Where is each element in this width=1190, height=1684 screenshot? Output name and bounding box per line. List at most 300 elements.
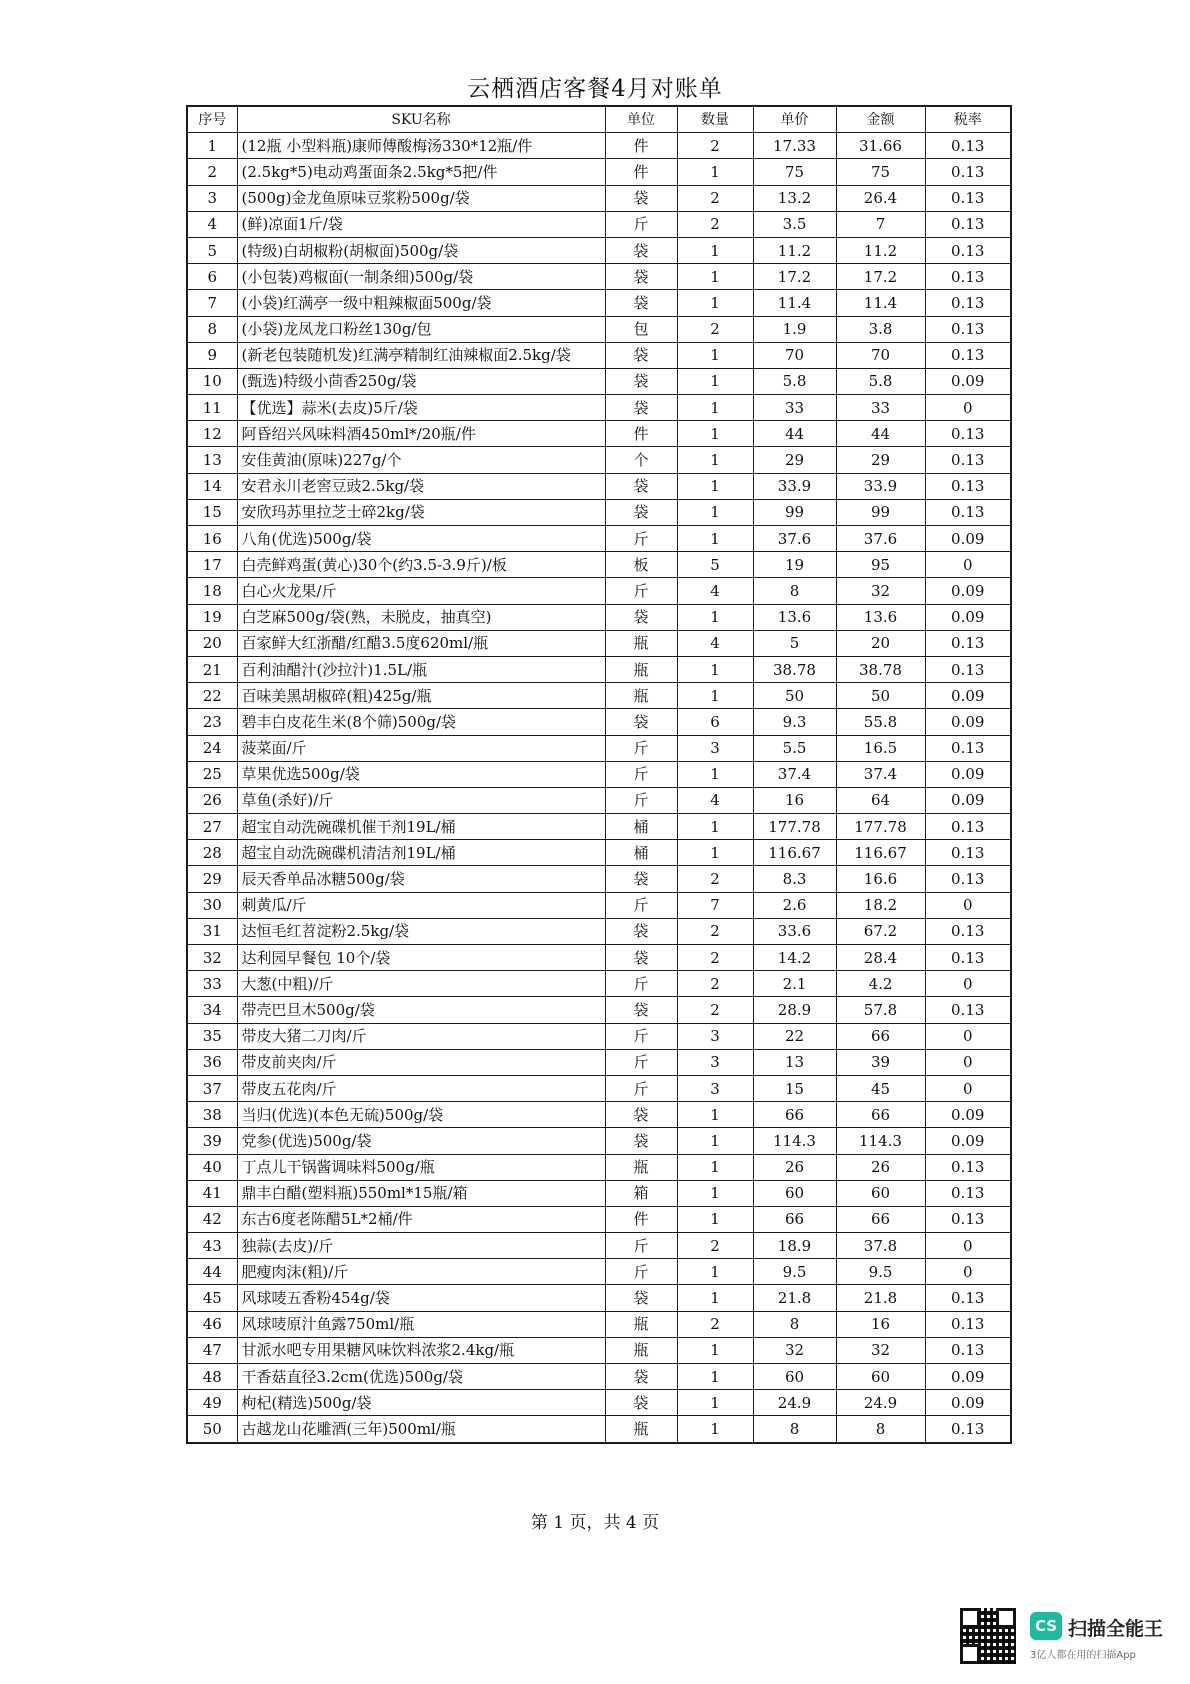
cell-sku-name: 辰天香单品冰糖500g/袋: [237, 866, 605, 892]
cell-quantity: 3: [677, 1023, 753, 1049]
cell-amount: 16: [836, 1311, 925, 1337]
cell-amount: 55.8: [836, 709, 925, 735]
cell-quantity: 1: [677, 342, 753, 368]
cell-unit: 袋: [605, 997, 677, 1023]
cell-amount: 60: [836, 1180, 925, 1206]
cell-quantity: 1: [677, 840, 753, 866]
cell-unit: 袋: [605, 918, 677, 944]
table-row: [187, 1075, 1011, 1101]
cell-tax-rate: 0.13: [925, 918, 1011, 944]
cell-unit-price: 9.5: [753, 1259, 836, 1285]
cell-tax-rate: 0.13: [925, 1416, 1011, 1443]
cell-index: 8: [187, 316, 237, 342]
cell-tax-rate: 0.13: [925, 421, 1011, 447]
cell-unit-price: 60: [753, 1180, 836, 1206]
table-row: [187, 1285, 1011, 1311]
cell-sku-name: 阿昏绍兴风味料酒450ml*/20瓶/件: [237, 421, 605, 447]
cell-unit: 瓶: [605, 1337, 677, 1363]
cell-unit-price: 75: [753, 159, 836, 185]
table-row: [187, 1180, 1011, 1206]
cell-amount: 7: [836, 211, 925, 237]
cell-sku-name: 肥瘦肉沫(粗)/斤: [237, 1259, 605, 1285]
table-row: [187, 1154, 1011, 1180]
cell-quantity: 1: [677, 1285, 753, 1311]
cell-index: 24: [187, 735, 237, 761]
cell-quantity: 1: [677, 656, 753, 682]
cell-unit-price: 13.6: [753, 604, 836, 630]
cell-tax-rate: 0: [925, 971, 1011, 997]
cell-sku-name: 带壳巴旦木500g/袋: [237, 997, 605, 1023]
cell-unit: 袋: [605, 866, 677, 892]
cell-quantity: 1: [677, 1154, 753, 1180]
cell-unit-price: 2.6: [753, 892, 836, 918]
cell-tax-rate: 0.09: [925, 1128, 1011, 1154]
cell-unit: 斤: [605, 1049, 677, 1075]
cell-index: 9: [187, 342, 237, 368]
cell-index: 46: [187, 1311, 237, 1337]
cell-unit: 袋: [605, 1390, 677, 1416]
cell-index: 35: [187, 1023, 237, 1049]
cell-quantity: 2: [677, 185, 753, 211]
cell-unit: 斤: [605, 1259, 677, 1285]
cell-unit: 袋: [605, 395, 677, 421]
cell-sku-name: (小包装)鸡椒面(一制条细)500g/袋: [237, 264, 605, 290]
cell-sku-name: 干香菇直径3.2cm(优选)500g/袋: [237, 1364, 605, 1390]
cell-quantity: 2: [677, 1311, 753, 1337]
table-row: [187, 159, 1011, 185]
qr-code-icon: [960, 1608, 1016, 1664]
cell-quantity: 1: [677, 264, 753, 290]
cell-amount: 66: [836, 1023, 925, 1049]
scanner-app-name: 扫描全能王: [1068, 1618, 1164, 1640]
cell-sku-name: (新老包装随机发)红满亭精制红油辣椒面2.5kg/袋: [237, 342, 605, 368]
cell-index: 23: [187, 709, 237, 735]
cell-unit-price: 26: [753, 1154, 836, 1180]
table-row: [187, 892, 1011, 918]
table-row: [187, 1023, 1011, 1049]
cell-sku-name: 当归(优选)(本色无硫)500g/袋: [237, 1102, 605, 1128]
cell-quantity: 1: [677, 814, 753, 840]
cell-index: 20: [187, 630, 237, 656]
cell-tax-rate: 0.13: [925, 447, 1011, 473]
table-row: [187, 1259, 1011, 1285]
cell-quantity: 2: [677, 316, 753, 342]
cell-unit: 瓶: [605, 1416, 677, 1443]
cell-unit: 斤: [605, 1233, 677, 1259]
cell-unit: 斤: [605, 971, 677, 997]
cell-index: 47: [187, 1337, 237, 1363]
table-row: [187, 709, 1011, 735]
cell-tax-rate: 0: [925, 1075, 1011, 1101]
cell-amount: 5.8: [836, 368, 925, 394]
cell-sku-name: 碧丰白皮花生米(8个筛)500g/袋: [237, 709, 605, 735]
cell-amount: 9.5: [836, 1259, 925, 1285]
cell-quantity: 5: [677, 552, 753, 578]
cell-index: 30: [187, 892, 237, 918]
cell-sku-name: 白心火龙果/斤: [237, 578, 605, 604]
table-row: [187, 526, 1011, 552]
cell-index: 21: [187, 656, 237, 682]
cell-amount: 37.8: [836, 1233, 925, 1259]
cell-index: 37: [187, 1075, 237, 1101]
cell-unit-price: 8.3: [753, 866, 836, 892]
table-row: [187, 1416, 1011, 1443]
cell-tax-rate: 0.13: [925, 1311, 1011, 1337]
table-row: [187, 264, 1011, 290]
cell-amount: 8: [836, 1416, 925, 1443]
cell-unit-price: 33.6: [753, 918, 836, 944]
cell-quantity: 1: [677, 159, 753, 185]
cell-unit-price: 13: [753, 1049, 836, 1075]
cell-sku-name: (甄选)特级小茴香250g/袋: [237, 368, 605, 394]
cell-sku-name: 菠菜面/斤: [237, 735, 605, 761]
cell-amount: 29: [836, 447, 925, 473]
cell-amount: 60: [836, 1364, 925, 1390]
cell-amount: 21.8: [836, 1285, 925, 1311]
cell-tax-rate: 0.13: [925, 814, 1011, 840]
cell-sku-name: 独蒜(去皮)/斤: [237, 1233, 605, 1259]
cell-amount: 66: [836, 1206, 925, 1232]
cell-tax-rate: 0.13: [925, 290, 1011, 316]
cell-index: 48: [187, 1364, 237, 1390]
cell-index: 6: [187, 264, 237, 290]
cell-amount: 66: [836, 1102, 925, 1128]
cell-sku-name: 安欣玛苏里拉芝士碎2kg/袋: [237, 499, 605, 525]
cell-sku-name: 白壳鲜鸡蛋(黄心)30个(约3.5-3.9斤)/板: [237, 552, 605, 578]
cell-sku-name: 风球唛五香粉454g/袋: [237, 1285, 605, 1311]
cell-tax-rate: 0.13: [925, 866, 1011, 892]
cell-quantity: 1: [677, 473, 753, 499]
cell-unit: 袋: [605, 473, 677, 499]
cell-quantity: 1: [677, 1390, 753, 1416]
col-header-tax-rate: 税率: [925, 106, 1011, 133]
cell-amount: 28.4: [836, 945, 925, 971]
cell-sku-name: 白芝麻500g/袋(熟，未脱皮，抽真空): [237, 604, 605, 630]
cell-tax-rate: 0.13: [925, 185, 1011, 211]
cell-unit-price: 32: [753, 1337, 836, 1363]
cell-tax-rate: 0.13: [925, 1154, 1011, 1180]
cell-amount: 11.2: [836, 237, 925, 263]
cell-tax-rate: 0.09: [925, 1102, 1011, 1128]
cell-index: 7: [187, 290, 237, 316]
cell-sku-name: (2.5kg*5)电动鸡蛋面条2.5kg*5把/件: [237, 159, 605, 185]
table-row: [187, 316, 1011, 342]
table-row: [187, 1049, 1011, 1075]
cell-unit-price: 33: [753, 395, 836, 421]
cell-tax-rate: 0: [925, 892, 1011, 918]
cell-unit-price: 66: [753, 1206, 836, 1232]
cell-quantity: 1: [677, 1416, 753, 1443]
table-row: [187, 918, 1011, 944]
cell-unit: 包: [605, 316, 677, 342]
cell-amount: 16.5: [836, 735, 925, 761]
table-row: [187, 604, 1011, 630]
cell-index: 29: [187, 866, 237, 892]
col-header-unit-price: 单价: [753, 106, 836, 133]
cell-unit-price: 37.6: [753, 526, 836, 552]
cell-unit-price: 5.8: [753, 368, 836, 394]
cell-unit-price: 14.2: [753, 945, 836, 971]
table-row: [187, 185, 1011, 211]
cell-unit-price: 17.33: [753, 133, 836, 159]
table-row: [187, 552, 1011, 578]
cell-unit: 件: [605, 421, 677, 447]
cell-amount: 11.4: [836, 290, 925, 316]
cell-unit-price: 29: [753, 447, 836, 473]
cell-unit: 箱: [605, 1180, 677, 1206]
cell-tax-rate: 0: [925, 395, 1011, 421]
cell-sku-name: (小袋)红满亭一级中粗辣椒面500g/袋: [237, 290, 605, 316]
cell-quantity: 1: [677, 1337, 753, 1363]
cell-index: 16: [187, 526, 237, 552]
cell-index: 17: [187, 552, 237, 578]
cell-tax-rate: 0.13: [925, 1337, 1011, 1363]
cell-quantity: 1: [677, 447, 753, 473]
cell-tax-rate: 0.13: [925, 499, 1011, 525]
cell-sku-name: 达利园早餐包 10个/袋: [237, 945, 605, 971]
cell-quantity: 4: [677, 578, 753, 604]
cell-tax-rate: 0.13: [925, 211, 1011, 237]
cell-tax-rate: 0.09: [925, 787, 1011, 813]
cell-unit: 瓶: [605, 630, 677, 656]
cell-unit-price: 9.3: [753, 709, 836, 735]
cell-quantity: 2: [677, 211, 753, 237]
scanner-tagline: 3亿人都在用的扫描App: [1030, 1650, 1136, 1661]
col-header-amount: 金额: [836, 106, 925, 133]
cell-sku-name: 达恒毛红苕淀粉2.5kg/袋: [237, 918, 605, 944]
cell-quantity: 3: [677, 1049, 753, 1075]
col-header-unit: 单位: [605, 106, 677, 133]
cell-tax-rate: 0.13: [925, 342, 1011, 368]
table-row: [187, 473, 1011, 499]
cell-quantity: 1: [677, 1206, 753, 1232]
cell-unit-price: 21.8: [753, 1285, 836, 1311]
cell-quantity: 2: [677, 1233, 753, 1259]
table-row: [187, 630, 1011, 656]
cell-unit: 袋: [605, 1364, 677, 1390]
scanner-watermark: [960, 1608, 1164, 1678]
table-row: [187, 971, 1011, 997]
cell-quantity: 1: [677, 1180, 753, 1206]
cell-tax-rate: 0.09: [925, 761, 1011, 787]
cell-quantity: 2: [677, 971, 753, 997]
cell-unit-price: 66: [753, 1102, 836, 1128]
cell-unit-price: 37.4: [753, 761, 836, 787]
cell-amount: 20: [836, 630, 925, 656]
cell-quantity: 2: [677, 866, 753, 892]
cell-index: 42: [187, 1206, 237, 1232]
cell-index: 26: [187, 787, 237, 813]
cell-index: 49: [187, 1390, 237, 1416]
cell-quantity: 1: [677, 290, 753, 316]
cell-tax-rate: 0.13: [925, 316, 1011, 342]
table-row: [187, 211, 1011, 237]
cell-amount: 38.78: [836, 656, 925, 682]
cell-unit: 袋: [605, 945, 677, 971]
cell-quantity: 1: [677, 761, 753, 787]
cell-index: 38: [187, 1102, 237, 1128]
cell-index: 19: [187, 604, 237, 630]
cell-unit: 斤: [605, 578, 677, 604]
cell-unit-price: 3.5: [753, 211, 836, 237]
cell-unit-price: 8: [753, 1311, 836, 1337]
cell-unit: 斤: [605, 735, 677, 761]
cell-unit: 个: [605, 447, 677, 473]
cell-unit-price: 33.9: [753, 473, 836, 499]
cell-unit-price: 19: [753, 552, 836, 578]
cell-amount: 13.6: [836, 604, 925, 630]
cell-unit: 件: [605, 133, 677, 159]
table-row: [187, 814, 1011, 840]
table-row: [187, 787, 1011, 813]
cell-index: 28: [187, 840, 237, 866]
cell-amount: 16.6: [836, 866, 925, 892]
cell-tax-rate: 0.13: [925, 264, 1011, 290]
cell-tax-rate: 0.13: [925, 1285, 1011, 1311]
cell-tax-rate: 0.13: [925, 1180, 1011, 1206]
cell-amount: 116.67: [836, 840, 925, 866]
cell-tax-rate: 0.13: [925, 840, 1011, 866]
cell-tax-rate: 0: [925, 1049, 1011, 1075]
cell-tax-rate: 0.13: [925, 630, 1011, 656]
cell-sku-name: 鼎丰白醋(塑料瓶)550ml*15瓶/箱: [237, 1180, 605, 1206]
cell-unit-price: 44: [753, 421, 836, 447]
cell-unit-price: 8: [753, 1416, 836, 1443]
cell-sku-name: 百家鲜大红浙醋/红醋3.5度620ml/瓶: [237, 630, 605, 656]
cell-amount: 67.2: [836, 918, 925, 944]
table-row: [187, 342, 1011, 368]
cell-index: 50: [187, 1416, 237, 1443]
cell-unit: 瓶: [605, 1154, 677, 1180]
cell-unit: 件: [605, 159, 677, 185]
table-row: [187, 1128, 1011, 1154]
cell-unit: 袋: [605, 499, 677, 525]
cell-sku-name: 枸杞(精选)500g/袋: [237, 1390, 605, 1416]
cell-sku-name: 八角(优选)500g/袋: [237, 526, 605, 552]
cell-index: 31: [187, 918, 237, 944]
cell-unit: 瓶: [605, 1311, 677, 1337]
cell-sku-name: 刺黄瓜/斤: [237, 892, 605, 918]
cell-unit: 瓶: [605, 656, 677, 682]
cell-tax-rate: 0: [925, 1233, 1011, 1259]
cell-tax-rate: 0.09: [925, 683, 1011, 709]
col-header-sku-name: SKU名称: [237, 106, 605, 133]
cell-unit-price: 11.4: [753, 290, 836, 316]
cell-unit-price: 24.9: [753, 1390, 836, 1416]
cell-index: 15: [187, 499, 237, 525]
cell-index: 4: [187, 211, 237, 237]
cell-index: 32: [187, 945, 237, 971]
statement-table: [186, 105, 1012, 1444]
cell-unit: 斤: [605, 1023, 677, 1049]
table-row: [187, 133, 1011, 159]
cell-unit: 斤: [605, 1075, 677, 1101]
table-row: [187, 1364, 1011, 1390]
cell-amount: 31.66: [836, 133, 925, 159]
table-row: [187, 761, 1011, 787]
cell-index: 11: [187, 395, 237, 421]
cell-sku-name: 超宝自动洗碗碟机催干剂19L/桶: [237, 814, 605, 840]
cell-tax-rate: 0.13: [925, 237, 1011, 263]
cell-sku-name: (特级)白胡椒粉(胡椒面)500g/袋: [237, 237, 605, 263]
cell-tax-rate: 0.13: [925, 1206, 1011, 1232]
cell-quantity: 2: [677, 945, 753, 971]
cell-unit-price: 116.67: [753, 840, 836, 866]
cell-sku-name: 带皮五花肉/斤: [237, 1075, 605, 1101]
cell-tax-rate: 0.09: [925, 709, 1011, 735]
cell-sku-name: 草鱼(杀好)/斤: [237, 787, 605, 813]
cell-amount: 33.9: [836, 473, 925, 499]
cell-sku-name: 【优选】蒜米(去皮)5斤/袋: [237, 395, 605, 421]
table-row: [187, 290, 1011, 316]
cell-sku-name: 百味美黑胡椒碎(粗)425g/瓶: [237, 683, 605, 709]
cell-amount: 75: [836, 159, 925, 185]
table-header-row: [187, 106, 1011, 133]
cell-tax-rate: 0: [925, 1259, 1011, 1285]
col-header-quantity: 数量: [677, 106, 753, 133]
cell-quantity: 2: [677, 133, 753, 159]
col-header-index: 序号: [187, 106, 237, 133]
cell-quantity: 1: [677, 1364, 753, 1390]
cell-quantity: 4: [677, 630, 753, 656]
cell-amount: 37.6: [836, 526, 925, 552]
cell-sku-name: 带皮大猪二刀肉/斤: [237, 1023, 605, 1049]
table-body: [187, 133, 1011, 1443]
cell-index: 5: [187, 237, 237, 263]
cell-index: 3: [187, 185, 237, 211]
cell-unit: 袋: [605, 185, 677, 211]
cell-tax-rate: 0: [925, 1023, 1011, 1049]
cell-unit: 袋: [605, 368, 677, 394]
cell-index: 45: [187, 1285, 237, 1311]
cell-quantity: 1: [677, 526, 753, 552]
cell-unit-price: 15: [753, 1075, 836, 1101]
cell-tax-rate: 0.13: [925, 735, 1011, 761]
cell-unit-price: 99: [753, 499, 836, 525]
cell-index: 25: [187, 761, 237, 787]
cell-sku-name: 东古6度老陈醋5L*2桶/件: [237, 1206, 605, 1232]
cell-amount: 32: [836, 578, 925, 604]
cell-amount: 57.8: [836, 997, 925, 1023]
cell-unit: 斤: [605, 211, 677, 237]
cell-unit-price: 60: [753, 1364, 836, 1390]
cell-unit: 瓶: [605, 683, 677, 709]
cell-amount: 32: [836, 1337, 925, 1363]
cell-quantity: 2: [677, 918, 753, 944]
cell-unit-price: 28.9: [753, 997, 836, 1023]
cell-quantity: 1: [677, 395, 753, 421]
table-row: [187, 421, 1011, 447]
cell-tax-rate: 0.13: [925, 997, 1011, 1023]
page-number-footer: 第 1 页，共 4 页: [530, 1513, 660, 1533]
cell-unit: 斤: [605, 787, 677, 813]
cell-unit-price: 5: [753, 630, 836, 656]
cell-unit: 件: [605, 1206, 677, 1232]
cell-index: 39: [187, 1128, 237, 1154]
cell-quantity: 3: [677, 1075, 753, 1101]
cell-index: 1: [187, 133, 237, 159]
cell-quantity: 1: [677, 1259, 753, 1285]
cell-unit-price: 2.1: [753, 971, 836, 997]
cell-unit-price: 22: [753, 1023, 836, 1049]
cell-sku-name: (鲜)凉面1斤/袋: [237, 211, 605, 237]
cell-index: 14: [187, 473, 237, 499]
cell-unit: 桶: [605, 814, 677, 840]
cell-tax-rate: 0.13: [925, 945, 1011, 971]
cell-sku-name: 风球唛原汁鱼露750ml/瓶: [237, 1311, 605, 1337]
cell-index: 36: [187, 1049, 237, 1075]
cell-sku-name: 百利油醋汁(沙拉汁)1.5L/瓶: [237, 656, 605, 682]
